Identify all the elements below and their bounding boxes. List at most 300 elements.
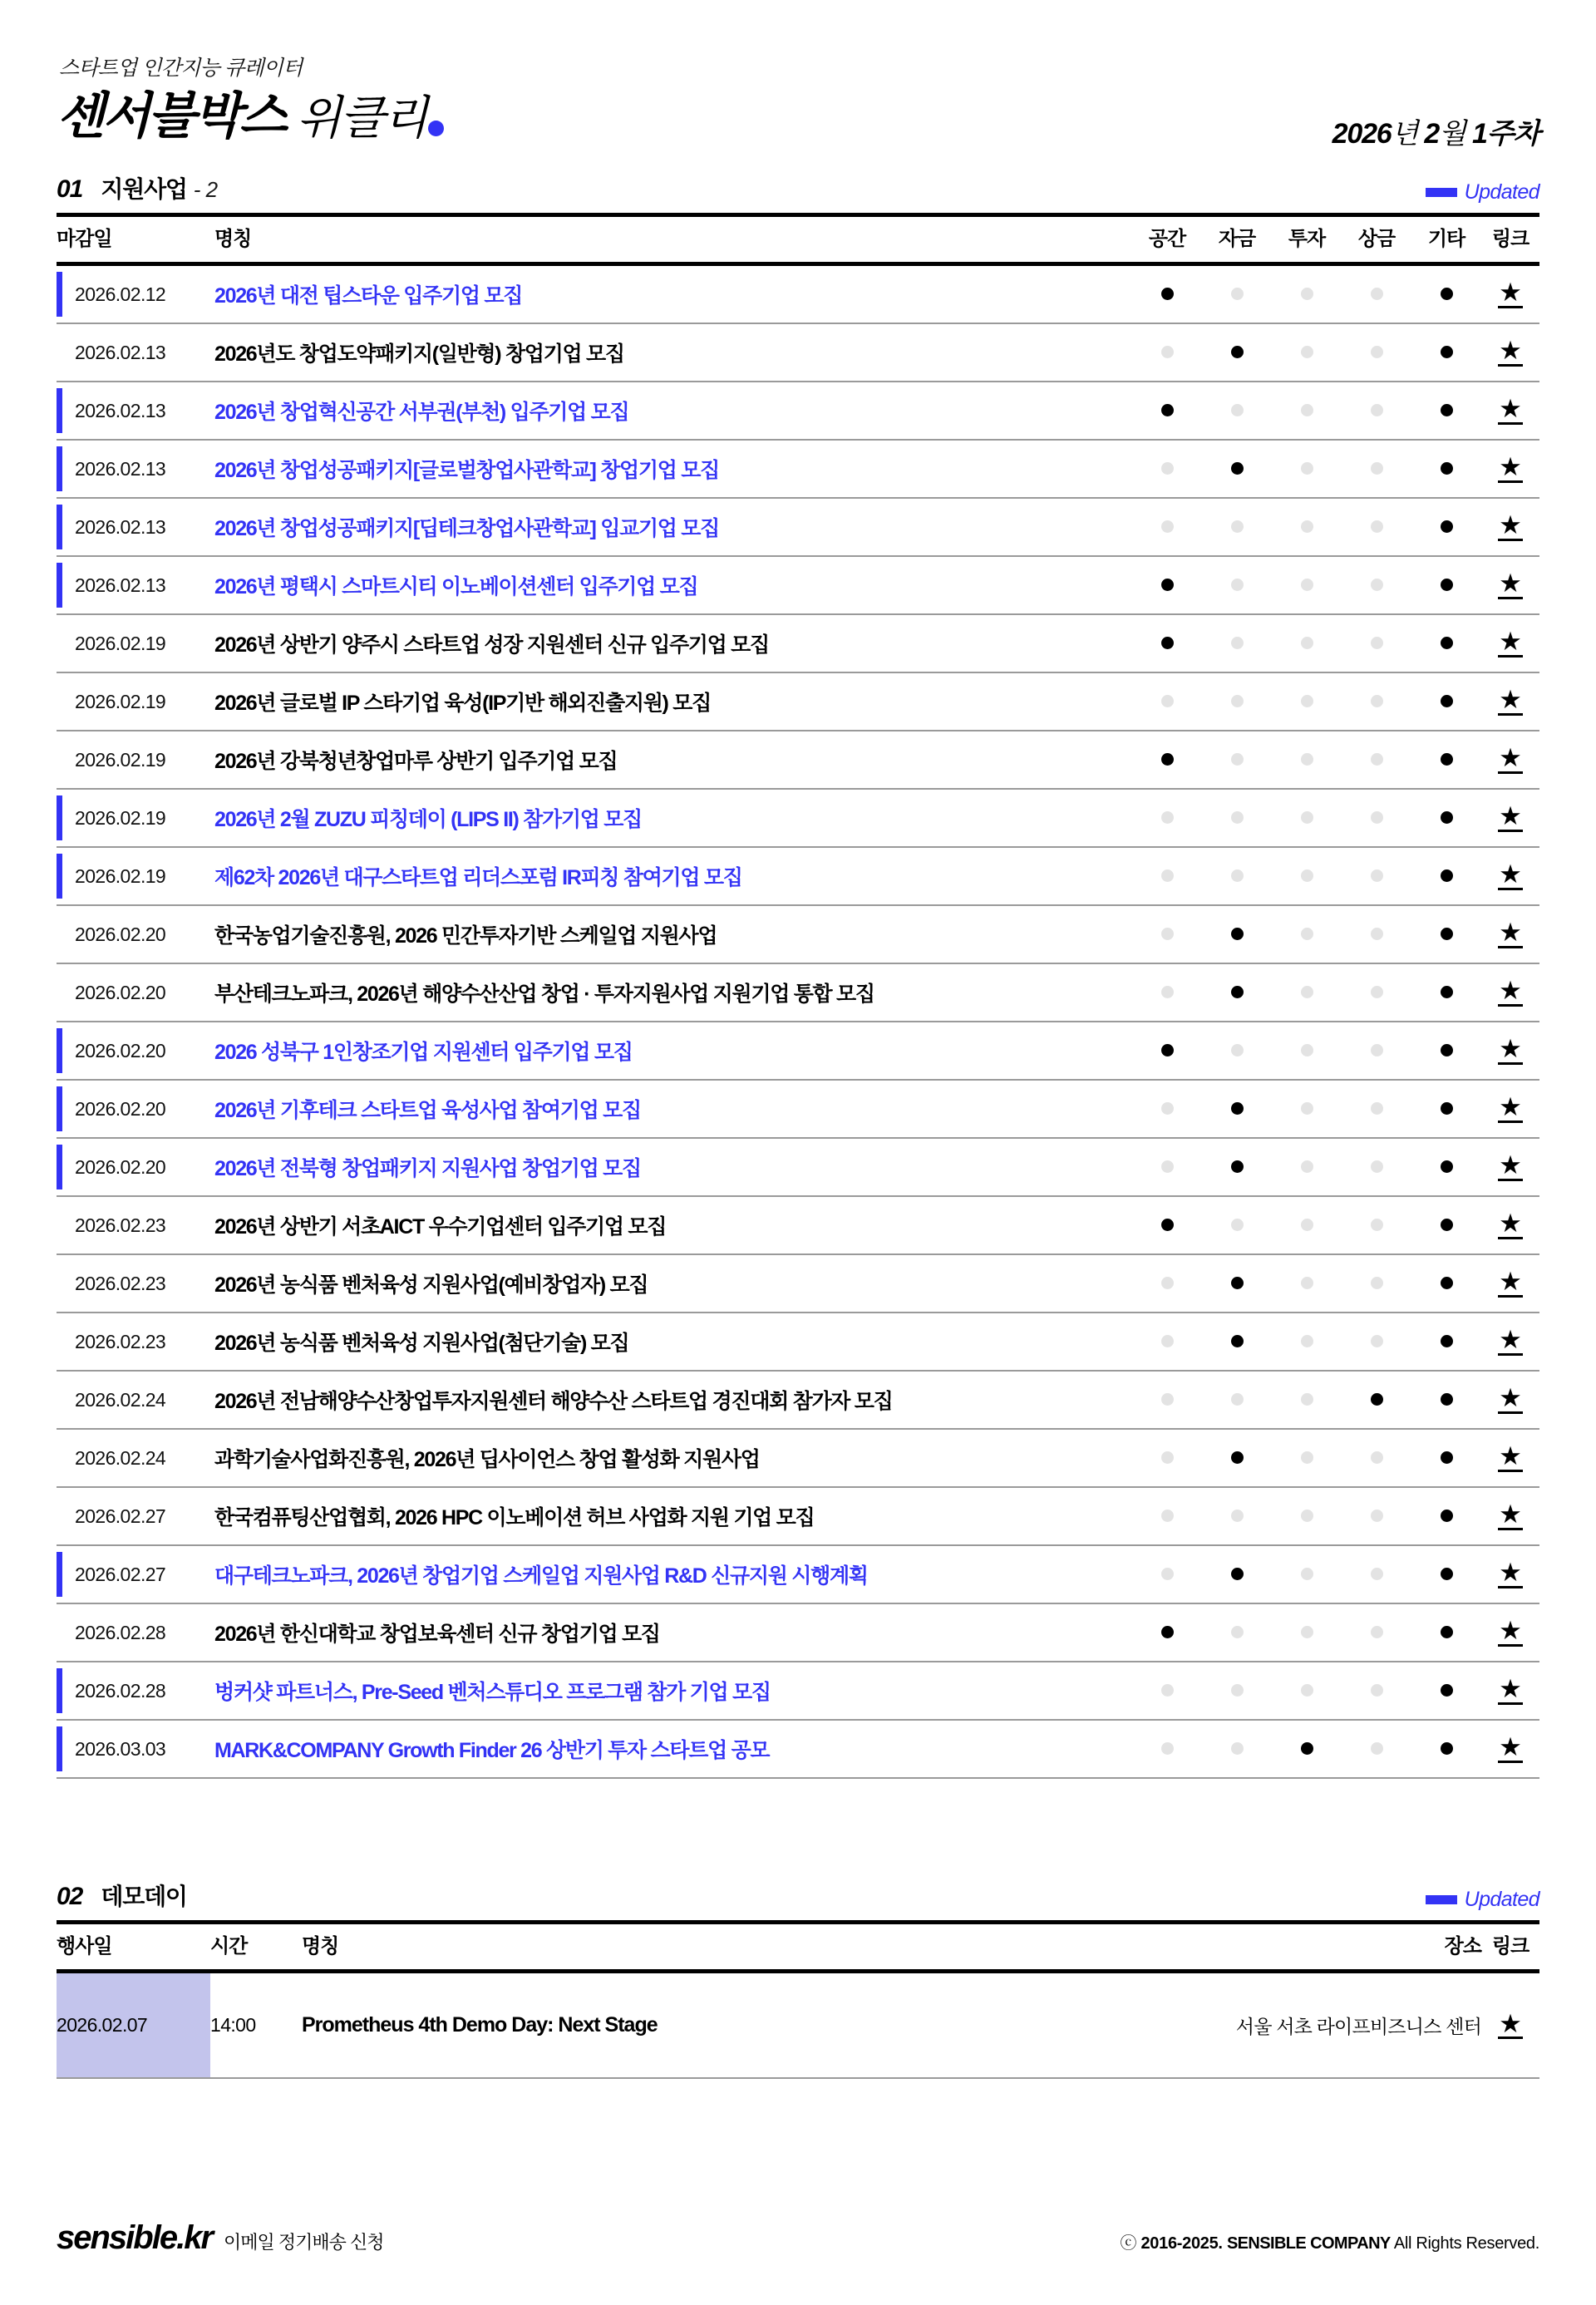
table-row[interactable] xyxy=(57,1196,1539,1254)
table-row[interactable] xyxy=(57,905,1539,963)
row-mark-prize xyxy=(1342,1313,1411,1371)
row-link-cell[interactable] xyxy=(1481,1254,1539,1313)
col-header-demoday-link: 링크 xyxy=(1481,1923,1539,1972)
footer-subscribe-link[interactable]: 이메일 정기배송 신청 xyxy=(224,2232,384,2253)
row-title[interactable]: 2026년 창업성공패키지[딥테크창업사관학교] 입교기업 모집 xyxy=(214,498,1132,556)
row-link-cell[interactable] xyxy=(1481,905,1539,963)
row-title[interactable]: 2026년 창업성공패키지[글로벌창업사관학교] 창업기업 모집 xyxy=(214,440,1132,498)
filled-dot-icon xyxy=(1441,1160,1453,1173)
row-link-cell[interactable] xyxy=(1481,614,1539,672)
row-mark-invest xyxy=(1272,1662,1342,1720)
star-icon[interactable]: ★ xyxy=(1499,627,1522,657)
star-icon[interactable]: ★ xyxy=(1499,1267,1522,1297)
empty-dot-icon xyxy=(1371,695,1383,707)
star-icon[interactable]: ★ xyxy=(1499,452,1522,482)
empty-dot-icon xyxy=(1161,1684,1174,1697)
table-row[interactable] xyxy=(57,847,1539,905)
row-mark-fund xyxy=(1202,1429,1272,1487)
row-mark-prize xyxy=(1342,731,1411,789)
row-mark-etc xyxy=(1411,1371,1481,1429)
footer-brand[interactable]: sensible.kr xyxy=(57,2219,213,2256)
updated-legend-label: Updated xyxy=(1464,180,1539,204)
table-row[interactable] xyxy=(57,1138,1539,1196)
row-mark-space xyxy=(1132,963,1202,1022)
empty-dot-icon xyxy=(1371,1219,1383,1231)
star-icon[interactable]: ★ xyxy=(1499,685,1522,715)
empty-dot-icon xyxy=(1161,986,1174,998)
row-mark-space xyxy=(1132,323,1202,382)
section-support-programs xyxy=(57,171,1539,1779)
row-deadline: 2026.02.27 xyxy=(57,1545,214,1603)
filled-dot-icon xyxy=(1231,986,1244,998)
empty-dot-icon xyxy=(1161,1742,1174,1755)
table-row[interactable] xyxy=(57,1429,1539,1487)
row-mark-etc xyxy=(1411,1545,1481,1603)
row-link-cell[interactable] xyxy=(1481,1138,1539,1196)
star-icon[interactable]: ★ xyxy=(1499,1558,1522,1588)
star-icon[interactable]: ★ xyxy=(1499,918,1522,948)
star-icon[interactable]: ★ xyxy=(1499,1732,1522,1762)
row-mark-invest xyxy=(1272,440,1342,498)
row-link-cell[interactable] xyxy=(1481,556,1539,614)
table-row[interactable] xyxy=(57,1371,1539,1429)
col-header-prize: 상금 xyxy=(1342,215,1411,264)
row-deadline: 2026.02.13 xyxy=(57,323,214,382)
row-mark-prize xyxy=(1342,1720,1411,1778)
row-link-cell[interactable] xyxy=(1481,1022,1539,1080)
row-title[interactable]: MARK&COMPANY Growth Finder 26 상반기 투자 스타트업 공모 xyxy=(214,1720,1132,1778)
row-mark-etc xyxy=(1411,1603,1481,1662)
table-row[interactable] xyxy=(57,963,1539,1022)
row-mark-etc xyxy=(1411,963,1481,1022)
row-mark-etc xyxy=(1411,1487,1481,1545)
row-deadline: 2026.02.13 xyxy=(57,556,214,614)
col-header-deadline: 마감일 xyxy=(57,215,214,264)
row-mark-space xyxy=(1132,382,1202,440)
row-title[interactable]: 한국컴퓨팅산업협회, 2026 HPC 이노베이션 허브 사업화 지원 기업 모집 xyxy=(214,1487,1132,1545)
row-mark-etc xyxy=(1411,905,1481,963)
table-row[interactable] xyxy=(57,1720,1539,1778)
row-mark-space xyxy=(1132,556,1202,614)
row-mark-prize xyxy=(1342,1138,1411,1196)
row-mark-fund xyxy=(1202,1371,1272,1429)
row-title[interactable]: 2026년 전남해양수산창업투자지원센터 해양수산 스타트업 경진대회 참가자 모집 xyxy=(214,1371,1132,1429)
row-mark-prize xyxy=(1342,1429,1411,1487)
row-deadline: 2026.02.28 xyxy=(57,1603,214,1662)
copyright-mark: ⓒ xyxy=(1120,2234,1137,2253)
row-mark-fund xyxy=(1202,1545,1272,1603)
row-mark-space xyxy=(1132,1603,1202,1662)
table-row[interactable] xyxy=(57,498,1539,556)
filled-dot-icon xyxy=(1441,811,1453,824)
table-row[interactable] xyxy=(57,672,1539,731)
row-mark-space xyxy=(1132,789,1202,847)
row-mark-prize xyxy=(1342,556,1411,614)
row-link-cell[interactable] xyxy=(1481,264,1539,324)
section-demoday xyxy=(57,1879,1539,2079)
demoday-date: 2026.02.07 xyxy=(57,1972,210,2079)
empty-dot-icon xyxy=(1301,1568,1313,1580)
empty-dot-icon xyxy=(1371,928,1383,940)
row-link-cell[interactable] xyxy=(1481,1313,1539,1371)
filled-dot-icon xyxy=(1161,579,1174,591)
row-title[interactable]: 부산테크노파크, 2026년 해양수산산업 창업 · 투자지원사업 지원기업 통합 모집 xyxy=(214,963,1132,1022)
section2-name: 데모데이 xyxy=(101,1884,187,1909)
filled-dot-icon xyxy=(1161,1626,1174,1638)
empty-dot-icon xyxy=(1231,1393,1244,1406)
row-title[interactable]: 2026년 강북청년창업마루 상반기 입주기업 모집 xyxy=(214,731,1132,789)
row-mark-prize xyxy=(1342,847,1411,905)
filled-dot-icon xyxy=(1231,462,1244,475)
empty-dot-icon xyxy=(1301,346,1313,358)
row-mark-etc xyxy=(1411,1254,1481,1313)
row-link-cell[interactable] xyxy=(1481,672,1539,731)
row-title[interactable]: 벙커샷 파트너스, Pre-Seed 벤처스튜디오 프로그램 참가 기업 모집 xyxy=(214,1662,1132,1720)
section1-header xyxy=(57,171,1539,213)
row-title[interactable]: 2026년 2월 ZUZU 피칭데이 (LIPS II) 참가기업 모집 xyxy=(214,789,1132,847)
row-title[interactable]: 2026년 창업혁신공간 서부권(부천) 입주기업 모집 xyxy=(214,382,1132,440)
star-icon[interactable]: ★ xyxy=(1499,569,1522,598)
row-mark-etc xyxy=(1411,789,1481,847)
col-header-time: 시간 xyxy=(210,1923,302,1972)
table-row[interactable] xyxy=(57,1487,1539,1545)
star-icon[interactable]: ★ xyxy=(1499,859,1522,889)
filled-dot-icon xyxy=(1441,404,1453,416)
empty-dot-icon xyxy=(1371,1684,1383,1697)
row-deadline: 2026.03.03 xyxy=(57,1720,214,1778)
row-title[interactable]: 2026 성북구 1인창조기업 지원센터 입주기업 모집 xyxy=(214,1022,1132,1080)
filled-dot-icon xyxy=(1161,753,1174,766)
table-row[interactable] xyxy=(57,382,1539,440)
row-mark-etc xyxy=(1411,672,1481,731)
empty-dot-icon xyxy=(1161,811,1174,824)
row-mark-etc xyxy=(1411,1662,1481,1720)
row-deadline: 2026.02.19 xyxy=(57,789,214,847)
row-title[interactable]: 2026년 기후테크 스타트업 육성사업 참여기업 모집 xyxy=(214,1080,1132,1138)
empty-dot-icon xyxy=(1301,695,1313,707)
star-icon[interactable]: ★ xyxy=(1499,1616,1522,1646)
star-icon[interactable]: ★ xyxy=(1499,1092,1522,1122)
star-icon[interactable]: ★ xyxy=(1499,801,1522,831)
filled-dot-icon xyxy=(1441,869,1453,882)
empty-dot-icon xyxy=(1161,928,1174,940)
empty-dot-icon xyxy=(1301,288,1313,300)
empty-dot-icon xyxy=(1161,1393,1174,1406)
empty-dot-icon xyxy=(1371,637,1383,649)
row-mark-prize xyxy=(1342,1371,1411,1429)
empty-dot-icon xyxy=(1301,1335,1313,1347)
empty-dot-icon xyxy=(1371,288,1383,300)
row-link-cell[interactable] xyxy=(1481,1545,1539,1603)
filled-dot-icon xyxy=(1441,579,1453,591)
table-row[interactable] xyxy=(57,556,1539,614)
row-link-cell[interactable] xyxy=(1481,1720,1539,1778)
row-mark-etc xyxy=(1411,323,1481,382)
row-link-cell[interactable] xyxy=(1481,440,1539,498)
row-mark-fund xyxy=(1202,1603,1272,1662)
row-link-cell[interactable] xyxy=(1481,963,1539,1022)
row-deadline: 2026.02.20 xyxy=(57,1138,214,1196)
demoday-link-cell[interactable] xyxy=(1481,1972,1539,2079)
table-row[interactable] xyxy=(57,323,1539,382)
section1-title-group xyxy=(57,171,218,204)
row-mark-invest xyxy=(1272,1487,1342,1545)
issue-year: 2026 xyxy=(1332,118,1392,150)
table-row[interactable] xyxy=(57,1545,1539,1603)
row-mark-etc xyxy=(1411,1022,1481,1080)
row-mark-space xyxy=(1132,498,1202,556)
table-row[interactable] xyxy=(57,264,1539,324)
row-title[interactable]: 2026년 글로벌 IP 스타기업 육성(IP기반 해외진출지원) 모집 xyxy=(214,672,1132,731)
issue-month-unit: 월 xyxy=(1439,118,1472,150)
row-mark-prize xyxy=(1342,963,1411,1022)
empty-dot-icon xyxy=(1301,1160,1313,1173)
row-mark-prize xyxy=(1342,1545,1411,1603)
empty-dot-icon xyxy=(1301,1393,1313,1406)
row-mark-invest xyxy=(1272,731,1342,789)
row-mark-etc xyxy=(1411,731,1481,789)
row-mark-fund xyxy=(1202,847,1272,905)
empty-dot-icon xyxy=(1371,346,1383,358)
star-icon[interactable]: ★ xyxy=(1499,1034,1522,1064)
row-title[interactable]: 2026년도 창업도약패키지(일반형) 창업기업 모집 xyxy=(214,323,1132,382)
star-icon[interactable]: ★ xyxy=(1499,394,1522,424)
row-title[interactable]: 2026년 한신대학교 창업보육센터 신규 창업기업 모집 xyxy=(214,1603,1132,1662)
section1-name: 지원사업 xyxy=(101,176,187,202)
row-link-cell[interactable] xyxy=(1481,1429,1539,1487)
star-icon[interactable]: ★ xyxy=(1499,1150,1522,1180)
row-deadline: 2026.02.13 xyxy=(57,440,214,498)
empty-dot-icon xyxy=(1301,928,1313,940)
row-link-cell[interactable] xyxy=(1481,1487,1539,1545)
row-link-cell[interactable] xyxy=(1481,382,1539,440)
row-mark-etc xyxy=(1411,1720,1481,1778)
row-mark-space xyxy=(1132,1720,1202,1778)
row-mark-prize xyxy=(1342,382,1411,440)
star-icon[interactable]: ★ xyxy=(1499,336,1522,366)
filled-dot-icon xyxy=(1441,1451,1453,1464)
row-mark-invest xyxy=(1272,1603,1342,1662)
empty-dot-icon xyxy=(1161,1277,1174,1289)
empty-dot-icon xyxy=(1301,1102,1313,1115)
filled-dot-icon xyxy=(1441,1219,1453,1231)
col-header-invest: 투자 xyxy=(1272,215,1342,264)
empty-dot-icon xyxy=(1161,1102,1174,1115)
footer-brand-group[interactable] xyxy=(57,2219,384,2257)
row-title[interactable]: 2026년 대전 팁스타운 입주기업 모집 xyxy=(214,264,1132,324)
empty-dot-icon xyxy=(1301,811,1313,824)
star-icon[interactable]: ★ xyxy=(1499,1500,1522,1529)
masthead xyxy=(57,0,1539,166)
empty-dot-icon xyxy=(1371,1335,1383,1347)
row-link-cell[interactable] xyxy=(1481,731,1539,789)
copyright-company: SENSIBLE COMPANY xyxy=(1226,2234,1391,2253)
row-title[interactable]: 2026년 상반기 서초AICT 우수기업센터 입주기업 모집 xyxy=(214,1196,1132,1254)
row-title[interactable]: 2026년 평택시 스마트시티 이노베이션센터 입주기업 모집 xyxy=(214,556,1132,614)
row-title[interactable]: 대구테크노파크, 2026년 창업기업 스케일업 지원사업 R&D 신규지원 시행계획 xyxy=(214,1545,1132,1603)
table-row[interactable] xyxy=(57,1254,1539,1313)
filled-dot-icon xyxy=(1231,928,1244,940)
row-mark-fund xyxy=(1202,905,1272,963)
table-row[interactable] xyxy=(57,731,1539,789)
row-title[interactable]: 2026년 상반기 양주시 스타트업 성장 지원센터 신규 입주기업 모집 xyxy=(214,614,1132,672)
star-icon[interactable]: ★ xyxy=(1499,976,1522,1006)
row-link-cell[interactable] xyxy=(1481,1080,1539,1138)
row-deadline: 2026.02.19 xyxy=(57,614,214,672)
star-icon[interactable]: ★ xyxy=(1499,743,1522,773)
empty-dot-icon xyxy=(1301,579,1313,591)
table-row[interactable] xyxy=(57,1022,1539,1080)
row-deadline: 2026.02.20 xyxy=(57,1022,214,1080)
support-programs-table xyxy=(57,213,1539,1779)
star-icon[interactable]: ★ xyxy=(1499,1325,1522,1355)
row-mark-space xyxy=(1132,1662,1202,1720)
row-mark-invest xyxy=(1272,1080,1342,1138)
demoday-title[interactable]: Prometheus 4th Demo Day: Next Stage xyxy=(302,1972,1157,2079)
empty-dot-icon xyxy=(1231,1510,1244,1522)
empty-dot-icon xyxy=(1371,462,1383,475)
filled-dot-icon xyxy=(1441,1335,1453,1347)
star-icon[interactable]: ★ xyxy=(1499,1383,1522,1413)
masthead-title-light: 위클리 xyxy=(296,91,427,144)
issue-week: 1주차 xyxy=(1472,118,1539,150)
row-mark-prize xyxy=(1342,264,1411,324)
row-deadline: 2026.02.12 xyxy=(57,264,214,324)
empty-dot-icon xyxy=(1161,695,1174,707)
empty-dot-icon xyxy=(1231,1219,1244,1231)
row-link-cell[interactable] xyxy=(1481,1371,1539,1429)
section2-title-group xyxy=(57,1879,187,1912)
row-title[interactable]: 2026년 전북형 창업패키지 지원사업 창업기업 모집 xyxy=(214,1138,1132,1196)
row-mark-invest xyxy=(1272,498,1342,556)
demoday-row[interactable] xyxy=(57,1972,1539,2079)
row-deadline: 2026.02.28 xyxy=(57,1662,214,1720)
row-mark-fund xyxy=(1202,1080,1272,1138)
col-header-place: 장소 xyxy=(1157,1923,1481,1972)
filled-dot-icon xyxy=(1441,288,1453,300)
row-deadline: 2026.02.20 xyxy=(57,905,214,963)
row-link-cell[interactable] xyxy=(1481,1196,1539,1254)
row-mark-invest xyxy=(1272,1196,1342,1254)
table-row[interactable] xyxy=(57,440,1539,498)
row-mark-etc xyxy=(1411,1196,1481,1254)
filled-dot-icon xyxy=(1441,1684,1453,1697)
filled-dot-icon xyxy=(1441,753,1453,766)
section2-header xyxy=(57,1879,1539,1920)
empty-dot-icon xyxy=(1231,637,1244,649)
row-mark-invest xyxy=(1272,1720,1342,1778)
empty-dot-icon xyxy=(1371,404,1383,416)
empty-dot-icon xyxy=(1161,462,1174,475)
row-title[interactable]: 한국농업기술진흥원, 2026 민간투자기반 스케일업 지원사업 xyxy=(214,905,1132,963)
star-icon[interactable]: ★ xyxy=(1499,1441,1522,1471)
filled-dot-icon xyxy=(1441,695,1453,707)
page-footer xyxy=(57,2219,1539,2257)
filled-dot-icon xyxy=(1161,1044,1174,1056)
filled-dot-icon xyxy=(1441,1277,1453,1289)
row-link-cell[interactable] xyxy=(1481,1662,1539,1720)
row-mark-etc xyxy=(1411,556,1481,614)
row-mark-prize xyxy=(1342,1196,1411,1254)
table-row[interactable] xyxy=(57,1313,1539,1371)
star-icon[interactable]: ★ xyxy=(1499,1209,1522,1239)
empty-dot-icon xyxy=(1301,753,1313,766)
table-row[interactable] xyxy=(57,1603,1539,1662)
empty-dot-icon xyxy=(1371,520,1383,533)
row-mark-space xyxy=(1132,440,1202,498)
row-deadline: 2026.02.23 xyxy=(57,1196,214,1254)
filled-dot-icon xyxy=(1441,346,1453,358)
row-mark-fund xyxy=(1202,1022,1272,1080)
empty-dot-icon xyxy=(1371,579,1383,591)
star-icon[interactable]: ★ xyxy=(1499,510,1522,540)
empty-dot-icon xyxy=(1161,1451,1174,1464)
empty-dot-icon xyxy=(1301,1626,1313,1638)
row-mark-fund xyxy=(1202,1313,1272,1371)
row-deadline: 2026.02.24 xyxy=(57,1371,214,1429)
issue-month: 2 xyxy=(1424,118,1440,150)
row-title[interactable]: 과학기술사업화진흥원, 2026년 딥사이언스 창업 활성화 지원사업 xyxy=(214,1429,1132,1487)
row-link-cell[interactable] xyxy=(1481,1603,1539,1662)
section2-updated-legend xyxy=(1426,1888,1539,1912)
row-link-cell[interactable] xyxy=(1481,789,1539,847)
empty-dot-icon xyxy=(1161,346,1174,358)
row-mark-space xyxy=(1132,1545,1202,1603)
table-row[interactable] xyxy=(57,614,1539,672)
row-mark-prize xyxy=(1342,672,1411,731)
empty-dot-icon xyxy=(1161,869,1174,882)
row-deadline: 2026.02.27 xyxy=(57,1487,214,1545)
row-title[interactable]: 2026년 농식품 벤처육성 지원사업(예비창업자) 모집 xyxy=(214,1254,1132,1313)
table-row[interactable] xyxy=(57,789,1539,847)
filled-dot-icon xyxy=(1301,1742,1313,1755)
row-link-cell[interactable] xyxy=(1481,323,1539,382)
empty-dot-icon xyxy=(1231,1044,1244,1056)
filled-dot-icon xyxy=(1441,1626,1453,1638)
empty-dot-icon xyxy=(1231,1742,1244,1755)
empty-dot-icon xyxy=(1301,637,1313,649)
row-mark-invest xyxy=(1272,789,1342,847)
empty-dot-icon xyxy=(1231,579,1244,591)
row-title[interactable]: 2026년 농식품 벤처육성 지원사업(첨단기술) 모집 xyxy=(214,1313,1132,1371)
empty-dot-icon xyxy=(1371,869,1383,882)
row-mark-fund xyxy=(1202,789,1272,847)
filled-dot-icon xyxy=(1441,1393,1453,1406)
empty-dot-icon xyxy=(1301,869,1313,882)
empty-dot-icon xyxy=(1231,695,1244,707)
row-deadline: 2026.02.20 xyxy=(57,963,214,1022)
copyright-years: 2016-2025. xyxy=(1140,2234,1223,2253)
star-icon[interactable]: ★ xyxy=(1499,1674,1522,1704)
table-row[interactable] xyxy=(57,1080,1539,1138)
star-icon[interactable]: ★ xyxy=(1499,278,1522,308)
row-title[interactable]: 제62차 2026년 대구스타트업 리더스포럼 IR피칭 참여기업 모집 xyxy=(214,847,1132,905)
row-link-cell[interactable] xyxy=(1481,847,1539,905)
empty-dot-icon xyxy=(1371,1277,1383,1289)
empty-dot-icon xyxy=(1371,1568,1383,1580)
table-row[interactable] xyxy=(57,1662,1539,1720)
row-mark-space xyxy=(1132,847,1202,905)
row-mark-prize xyxy=(1342,1080,1411,1138)
row-mark-invest xyxy=(1272,1429,1342,1487)
star-icon[interactable]: ★ xyxy=(1499,2009,1522,2038)
table-header-row xyxy=(57,215,1539,264)
row-link-cell[interactable] xyxy=(1481,498,1539,556)
filled-dot-icon xyxy=(1441,1568,1453,1580)
row-mark-fund xyxy=(1202,323,1272,382)
filled-dot-icon xyxy=(1441,637,1453,649)
row-mark-invest xyxy=(1272,905,1342,963)
